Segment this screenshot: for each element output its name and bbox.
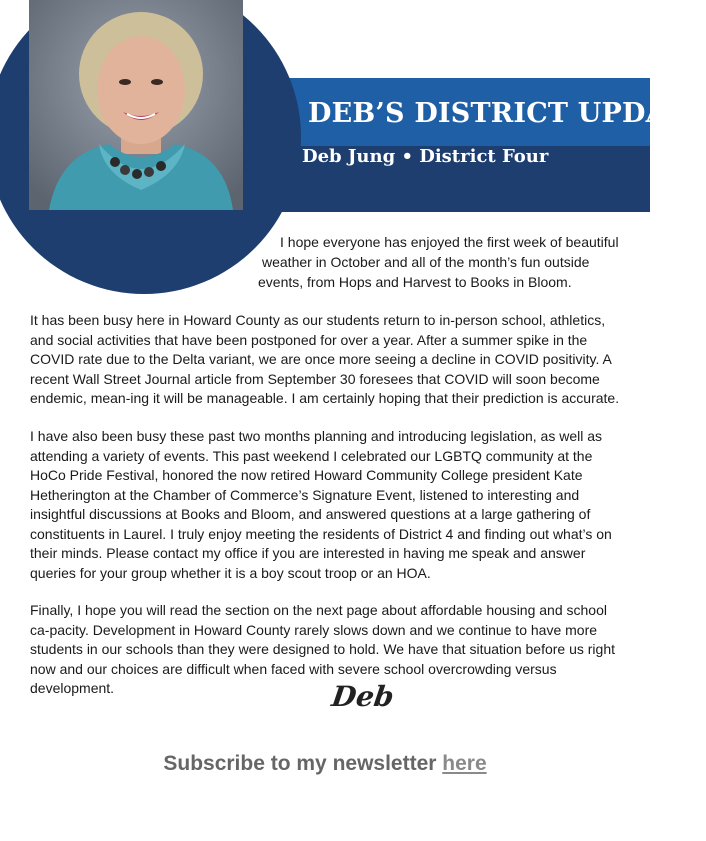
intro-text	[258, 232, 628, 292]
portrait-illustration	[29, 0, 243, 210]
signature: Deb	[329, 680, 397, 713]
intro-line: weather in October and all of the month’s fun outside	[262, 254, 590, 270]
intro-line: I hope everyone has enjoyed the first week of beautiful	[280, 234, 619, 250]
subscribe-link[interactable]: here	[442, 752, 487, 775]
subscribe-line	[0, 752, 650, 776]
paragraph-housing: Finally, I hope you will read the section on the next page about affordable housing and school ca-pacity. Development in Howard County rarely slows down and we continue to have more students in our schools than they were designed to hold. We have that situation before us right now and our choices are difficult when faced with severe school overcrowding versus development.	[30, 602, 615, 696]
paragraph-events: I have also been busy these past two months planning and introducing legislation, as well as attending a variety of events. This past weekend I celebrated our LGBTQ community at the HoCo Pride Festival, honored the now retired Howard Community College president Kate Hetherington at the Chamber of Commerce’s Signature Event, listened to interesting and insightful discussions at Books and Bloom, and answered questions at a large gathering of constituents in Laurel. I truly enjoy meeting the residents of District 4 and finding out what’s on their minds. Please contact my office if you are interested in having me speak and answer queries for your group whether it is a boy scout troop or an HOA.	[30, 428, 612, 581]
portrait-photo	[29, 0, 243, 210]
page-subtitle: Deb Jung • District Four	[302, 146, 549, 167]
intro-line: events, from Hops and Harvest to Books in Bloom.	[258, 274, 572, 290]
portrait-frame	[0, 0, 301, 294]
page-title: DEB’S DISTRICT UPDATE	[308, 98, 706, 129]
paragraph-covid: It has been busy here in Howard County as our students return to in-person school, athletics, and social activities that have been postponed for over a year. After a summer spike in the COVID rate due to the Delta variant, we are once more seeing a decline in COVID positivity. A recent Wall Street Journal article from September 30 foresees that COVID will soon become endemic, mean-ing it will be manageable. I am certainly hoping that their prediction is accurate.	[30, 312, 620, 406]
subscribe-text: Subscribe to my newsletter	[163, 752, 443, 775]
